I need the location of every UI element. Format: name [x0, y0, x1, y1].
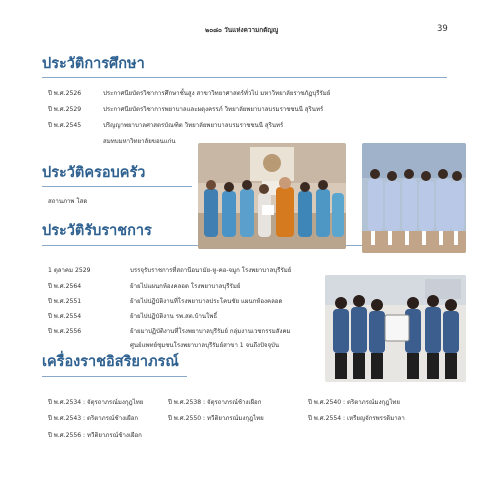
decoration-name: ตริตาภรณ์มงกุฎไทย [347, 399, 400, 406]
ceremony-group-photo [198, 143, 346, 249]
family-divider [42, 186, 192, 187]
decoration-name: ทวีติยาภรณ์ช้างเผือก [87, 432, 142, 439]
decoration-name: จัตุรถาภรณ์มงกุฎไทย [87, 399, 144, 406]
career-text: ย้ายมาปฏิบัติงานที่โรงพยาบาลบุรีรัมย์ กลุ่มงานเวชกรรมสังคม [130, 328, 291, 335]
decoration-year: ปี พ.ศ.2543 : [48, 415, 86, 422]
decoration-name: จัตุรถาภรณ์ช้างเผือก [207, 399, 262, 406]
career-text: ศูนย์แพทย์ชุมชนโรงพยาบาลบุรีรัมย์สาขา 1 จนถึงปัจจุบัน [130, 342, 280, 349]
career-text: ย้ายไปแผนกห้องคลอด โรงพยาบาลบุรีรัมย์ [130, 283, 241, 290]
decoration-year: ปี พ.ศ.2556 : [48, 432, 86, 439]
decoration-year: ปี พ.ศ.2550 : [168, 415, 206, 422]
decoration-item [48, 397, 143, 407]
career-date: ปี พ.ศ.2564 [48, 283, 82, 290]
education-year: ปี พ.ศ.2529 [48, 106, 82, 113]
decoration-year: ปี พ.ศ.2534 : [48, 399, 86, 406]
nurses-group-photo [362, 143, 466, 253]
career-text: ย้ายไปปฏิบัติงานที่โรงพยาบาลประโคนชัย แผนกห้องคลอด [130, 298, 283, 305]
career-date: ปี พ.ศ.2556 [48, 328, 82, 335]
page-header [0, 24, 480, 38]
education-text: ประกาศนียบัตรวิชาการศึกษาชั้นสูง สาขาวิทยาศาสตร์ทั่วไป มหาวิทยาลัยราชภัฏบุรีรัมย์ [103, 90, 331, 97]
career-text: บรรจุรับราชการที่สถานีอนามัย-หู-คอ-จมูก โรงพยาบาลบุรีรัมย์ [130, 267, 292, 274]
decoration-year: ปี พ.ศ.2540 : [308, 399, 346, 406]
decoration-name: ทวีติยาภรณ์มงกุฎไทย [207, 415, 264, 422]
education-text: ปริญญาพยาบาลศาสตรบัณฑิต วิทยาลัยพยาบาลบรมราชชนนี สุรินทร์ [103, 122, 284, 129]
education-divider [42, 77, 447, 78]
decoration-name: เหรียญจักรพรรดิมาลา [347, 415, 405, 422]
career-date: ปี พ.ศ.2551 [48, 298, 82, 305]
education-year: ปี พ.ศ.2526 [48, 90, 82, 97]
career-title: ประวัติรับราชการ [42, 222, 152, 239]
career-text: ย้ายไปปฏิบัติงาน รพ.สต.บ้านโพธิ์ [130, 313, 218, 320]
family-status: สถานภาพ โสด [48, 198, 88, 205]
page-number: 39 [437, 24, 448, 34]
career-date: ปี พ.ศ.2554 [48, 313, 82, 320]
decoration-item [168, 413, 264, 423]
education-text: ประกาศนียบัตรวิชาการพยาบาลและผดุงครรภ์ วิทยาลัยพยาบาลบรมราชชนนี สุรินทร์ [103, 106, 324, 113]
decoration-item [48, 413, 138, 423]
decoration-year: ปี พ.ศ.2554 : [308, 415, 346, 422]
career-date: 1 ตุลาคม 2529 [48, 267, 91, 274]
decoration-year: ปี พ.ศ.2538 : [168, 399, 206, 406]
decoration-item [308, 397, 400, 407]
decorations-title: เครื่องราชอิสริยาภรณ์ [42, 353, 179, 370]
education-title: ประวัติการศึกษา [42, 55, 145, 72]
decorations-divider [42, 376, 187, 377]
education-text: สมทบมหาวิทยาลัยขอนแก่น [103, 138, 176, 145]
decoration-name: ตริตาภรณ์ช้างเผือก [87, 415, 139, 422]
education-year: ปี พ.ศ.2545 [48, 122, 82, 129]
decoration-item [168, 397, 261, 407]
staff-group-photo [325, 275, 466, 382]
header-title: ๒๐๘๐ วันแห่งความกตัญญู [205, 26, 279, 34]
decoration-item [48, 430, 142, 440]
family-title: ประวัติครอบครัว [42, 164, 146, 181]
decoration-item [308, 413, 405, 423]
